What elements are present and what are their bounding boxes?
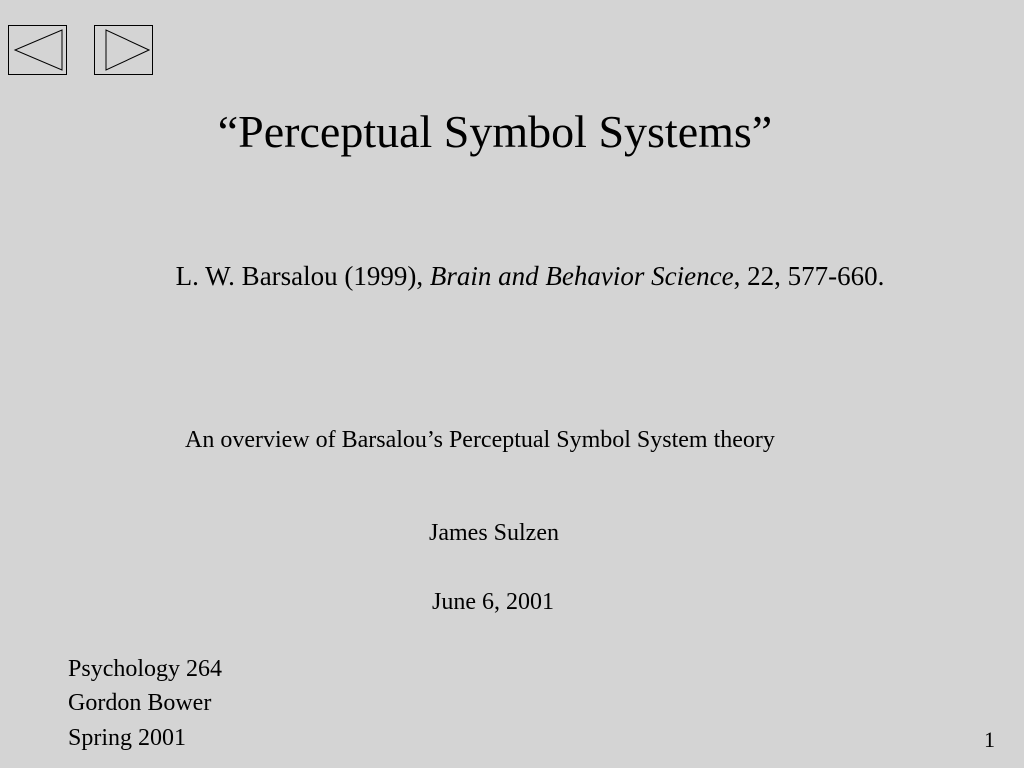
course-name: Psychology 264 [68, 656, 223, 682]
course-term: Spring 2001 [68, 725, 187, 751]
presentation-date: June 6, 2001 [432, 589, 554, 615]
triangle-right-icon [98, 29, 150, 72]
overview-text: An overview of Barsalou’s Perceptual Symbol System theory [185, 427, 775, 453]
citation-journal: Brain and Behavior Science [429, 261, 734, 291]
triangle-left-icon [12, 29, 64, 72]
next-slide-button[interactable] [94, 25, 153, 75]
prev-slide-button[interactable] [8, 25, 67, 75]
page-number: 1 [984, 727, 995, 752]
instructor-name: Gordon Bower [68, 690, 212, 716]
citation-authors: L. W. Barsalou (1999), [175, 261, 430, 291]
citation-volume: , 22, 577-660. [733, 261, 885, 291]
presenter-name: James Sulzen [429, 520, 559, 546]
citation [145, 256, 915, 296]
slide-title: “Perceptual Symbol Systems” [217, 106, 773, 157]
